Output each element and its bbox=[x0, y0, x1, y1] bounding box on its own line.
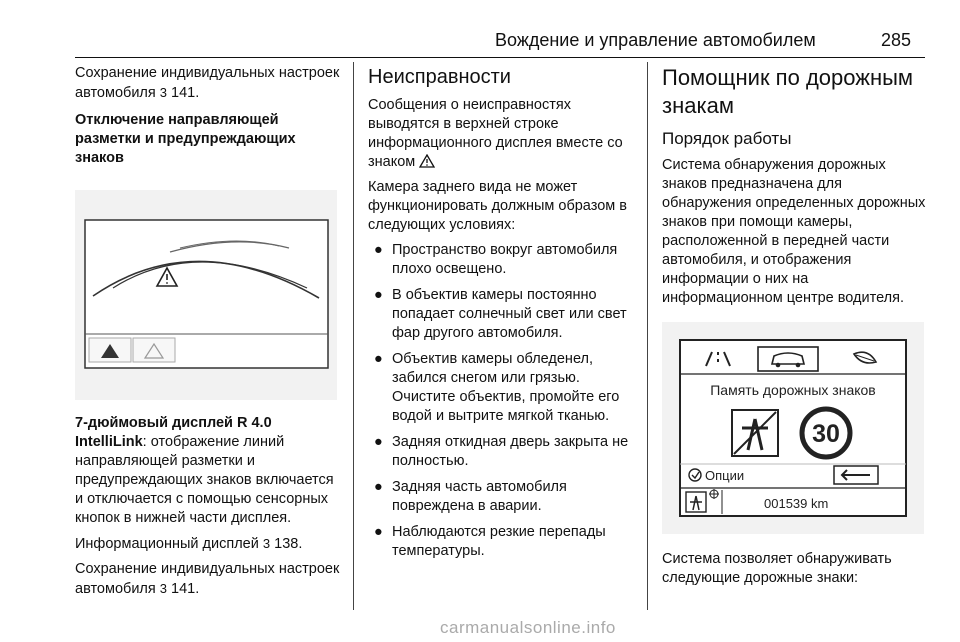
list-item: ● Задняя часть автомобиля повреждена в аварии. bbox=[374, 479, 567, 514]
list-item: ● Задняя откидная дверь закрыта не полностью. bbox=[374, 434, 629, 469]
rear-camera-display-figure bbox=[75, 190, 337, 400]
paragraph: Сохранение индивидуальных настроек автомобиля 3 141. bbox=[75, 561, 340, 597]
section-heading: Отключение направляющей разметки и предупреждающих знаков bbox=[75, 112, 296, 166]
paragraph: Информационный дисплей 3 138. bbox=[75, 536, 303, 552]
paragraph: Система обнаружения дорожных знаков предназначена для обнаружения определенных дорожных знаков при помощи камеры, расположенной в передней части автомобиля, и отображения информации о них на информационном центре водителя. bbox=[662, 157, 926, 306]
options-label: Опции bbox=[705, 468, 745, 483]
driver-info-display-figure bbox=[662, 322, 924, 534]
car-tab-button bbox=[758, 347, 818, 371]
list-item: ● Наблюдаются резкие перепады температуры. bbox=[374, 524, 606, 559]
paragraph: Система позволяет обнаруживать следующие дорожные знаки: bbox=[662, 551, 892, 586]
paragraph: Камера заднего вида не может функционировать должным образом в следующих условиях: bbox=[368, 179, 627, 233]
page-number: 285 bbox=[881, 30, 912, 50]
list-item: ● В объектив камеры постоянно попадает солнечный свет или свет фар другого автомобиля. bbox=[374, 287, 627, 341]
motorway-small-icon bbox=[686, 492, 706, 512]
column-2 bbox=[368, 64, 638, 568]
watermark: carmanualsonline.info bbox=[440, 618, 616, 637]
page-ref-icon: 3 bbox=[262, 536, 271, 551]
conditions-list bbox=[368, 241, 638, 561]
section-subtitle: Порядок работы bbox=[662, 129, 792, 148]
column-divider-1 bbox=[353, 62, 354, 610]
column-1 bbox=[75, 64, 345, 605]
speed-limit-value: 30 bbox=[812, 420, 840, 448]
column-3 bbox=[662, 64, 932, 594]
figure-caption: 7-дюймовый дисплей R 4.0 IntelliLink: отображение линий направляющей разметки и предупреждающих знаков включается и отключается с помощью сенсорных кнопок в нижней части дисплея. bbox=[75, 415, 334, 526]
list-item: ● Пространство вокруг автомобиля плохо освещено. bbox=[374, 242, 618, 277]
memory-label: Память дорожных знаков bbox=[710, 382, 876, 398]
list-item: ● Объектив камеры обледенел, забился снегом или грязью. Очистите объектив, промойте его водой и вытрите мягкой тканью. bbox=[374, 351, 620, 424]
section-heading: Неисправности bbox=[368, 66, 511, 88]
paragraph: Сохранение индивидуальных настроек автомобиля 3 141. bbox=[75, 65, 340, 101]
odometer-value: 001539 km bbox=[764, 496, 829, 511]
paragraph: Сообщения о неисправностях выводятся в верхней строке информационного дисплея вместе со знаком bbox=[368, 97, 623, 170]
page-ref-icon: 3 bbox=[159, 85, 168, 100]
page-ref-icon: 3 bbox=[159, 581, 168, 596]
warning-triangle-icon bbox=[419, 154, 435, 168]
page-header-title: Вождение и управление автомобилем bbox=[495, 30, 816, 50]
section-title: Помощник по дорожным знакам bbox=[662, 65, 914, 118]
motorway-end-sign-icon bbox=[732, 410, 778, 456]
speed-limit-sign bbox=[802, 409, 850, 457]
column-divider-2 bbox=[647, 62, 648, 610]
header-divider bbox=[75, 57, 925, 58]
